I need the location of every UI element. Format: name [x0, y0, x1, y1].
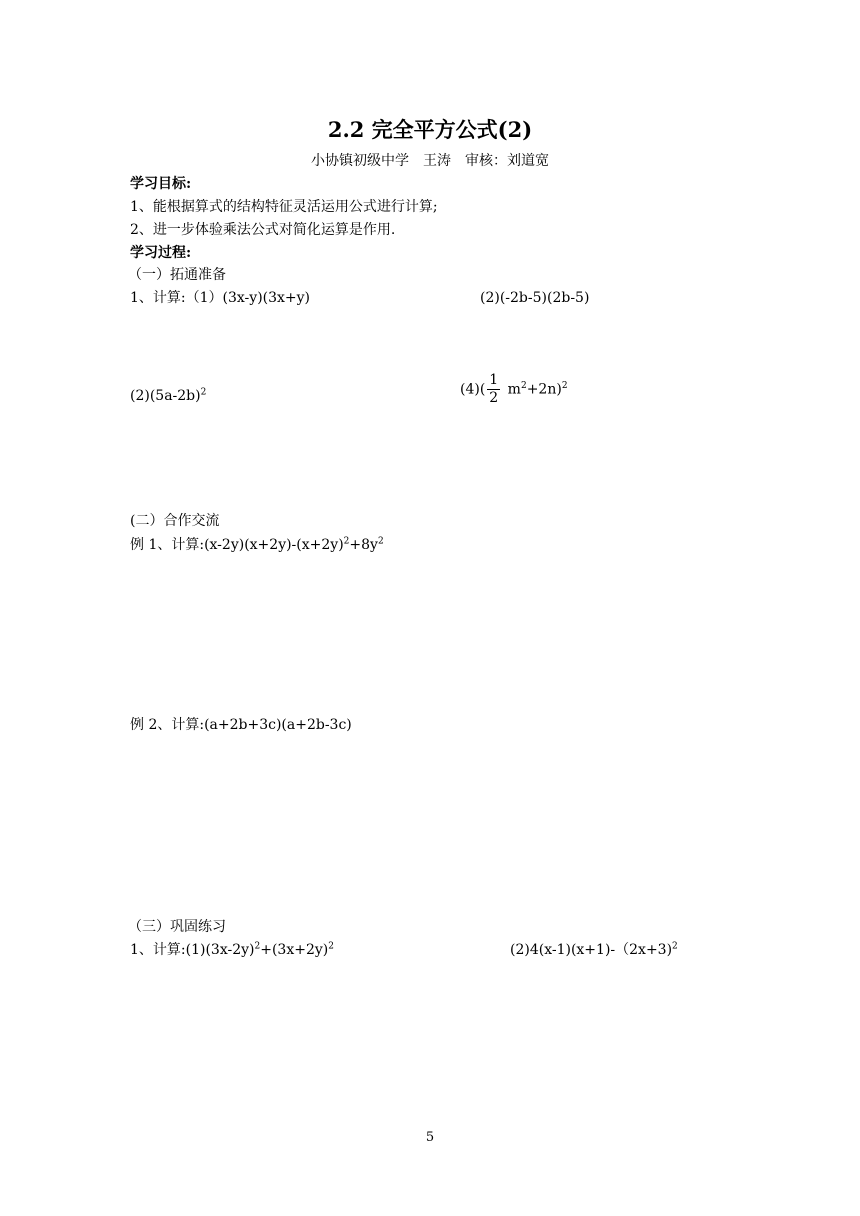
fraction-one-half: $\frac{1}{2}$ — [489, 372, 499, 406]
practice-question-2: (2)4(x-1)(x+1)-（2x+3)$^2$ — [510, 941, 678, 958]
question-1-part-1: 1、计算:（1）(3x-y)(3x+y) — [130, 290, 311, 306]
section-1-heading: （一）拓通准备 — [128, 267, 226, 283]
question-2-expression: $(2)(5a-2b)^2$ — [130, 387, 207, 404]
page-number: 5 — [425, 1130, 435, 1145]
author-line: 小协镇初级中学 王涛 审核：刘道宽 — [311, 153, 549, 169]
section-3-heading: （三）巩固练习 — [128, 919, 226, 935]
process-heading: 学习过程: — [130, 245, 192, 261]
section-2-heading: (二）合作交流 — [130, 513, 220, 529]
page-title: 2.2 完全平方公式(2) — [327, 117, 533, 142]
objective-item-1: 1、能根据算式的结构特征灵活运用公式进行计算; — [130, 199, 438, 215]
example-1: 例 1、计算$:(x-2y)(x+2y)-(x+2y)^2+8y^2$ — [130, 536, 384, 553]
example-2: 例 2、计算:(a+2b+3c)(a+2b-3c) — [130, 717, 352, 733]
question-4-expression: (4)( $\frac{1}{2}$ $m^2+2n)^2$ — [460, 372, 568, 406]
question-1-part-2: (2)(-2b-5)(2b-5) — [480, 290, 590, 306]
objectives-heading: 学习目标: — [130, 176, 192, 192]
practice-question-1: 1、计算$:(1)(3x-2y)^2+(3x+2y)^2$ — [130, 941, 334, 958]
objective-item-2: 2、进一步体验乘法公式对简化运算是作用. — [130, 222, 396, 238]
